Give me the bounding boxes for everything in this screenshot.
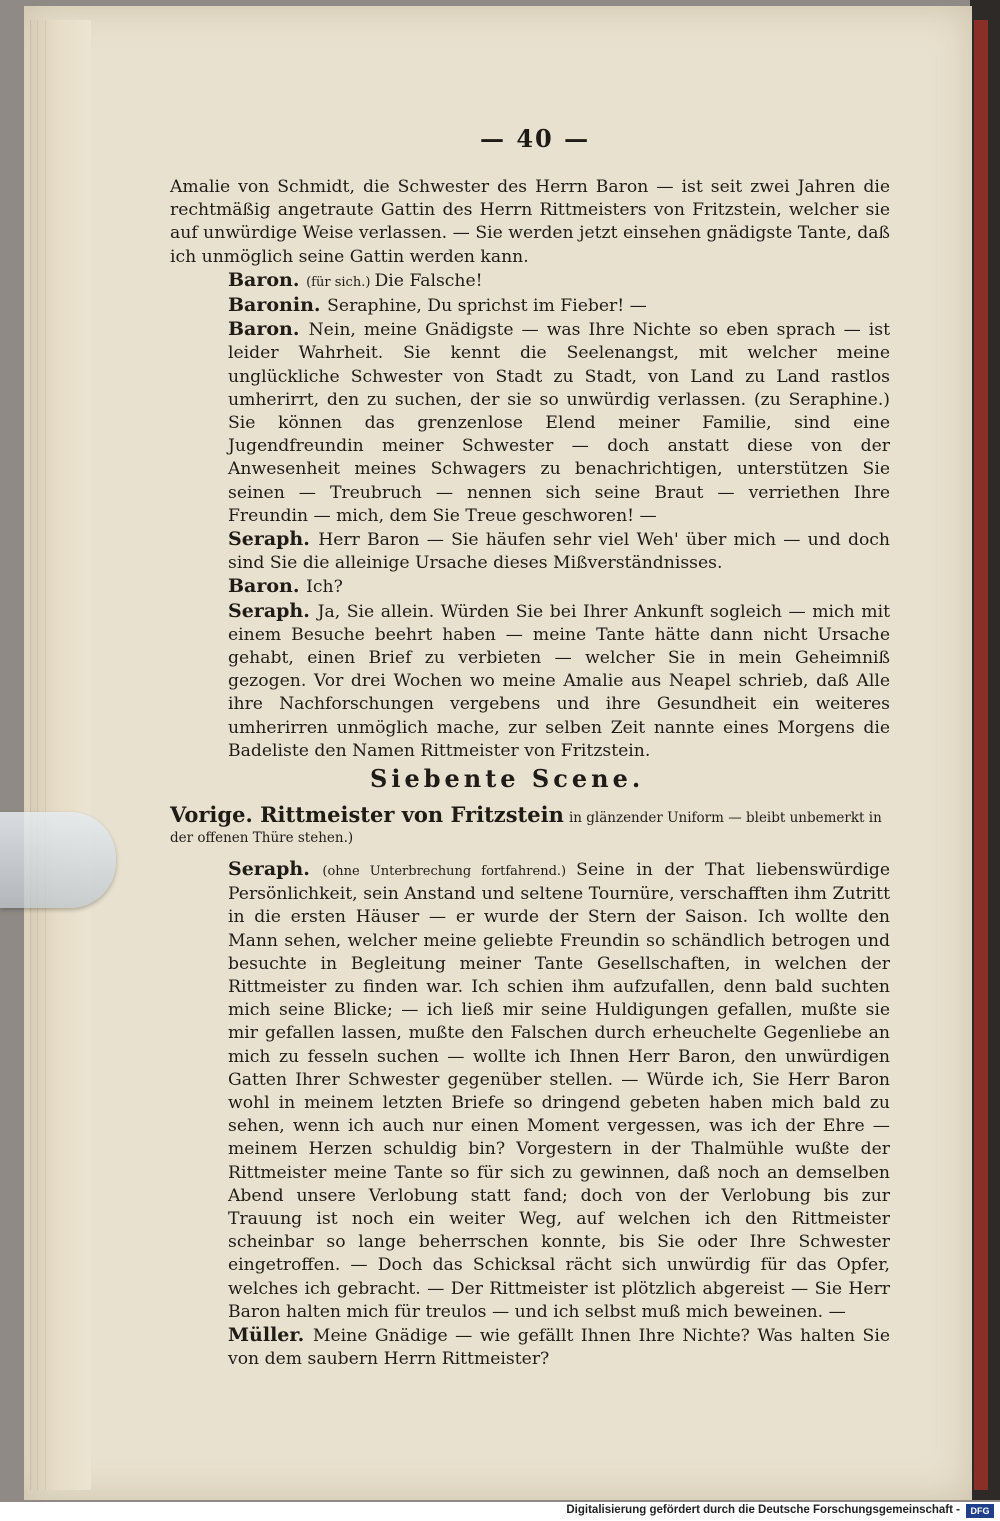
book-cover-edge [970, 0, 1000, 1500]
dialogue-text: Ja, Sie allein. Würden Sie bei Ihrer Ankunft sogleich — mich mit einem Besuche beehrt haben — meine Tante hätte dann nicht Ursache gehabt, einen Brief zu verbieten — welcher Sie in mein Geheimniß gezogen. Vor drei Wochen wo meine Amalie aus Neapel schrieb, daß Alle ihre Nachforschungen vergebens und ihre Gesundheit ein weiteres umherirren unmöglich mache, zur selben Zeit nannte eines Morgens die Badeliste den Namen Rittmeister von Fritzstein. [228, 601, 890, 761]
page-number: — 40 — [480, 124, 591, 153]
dialogue-text: Die Falsche! [374, 270, 483, 291]
dialogue-text: Herr Baron — Sie häufen sehr viel Weh' über mich — und doch sind Sie die alleinige Ursache dieses Mißverständnisses. [228, 530, 890, 574]
dialogue-paragraph [170, 1324, 890, 1371]
speaker-name: Baron. [228, 575, 307, 598]
speaker-name: Baronin. [228, 294, 328, 317]
dialogue-paragraph [170, 318, 890, 528]
cast-names: Vorige. Rittmeister von Fritzstein [170, 802, 564, 827]
dfg-logo: DFG [966, 1504, 994, 1518]
dialogue-text: Ich? [306, 577, 343, 598]
footer-bar [0, 1502, 1000, 1521]
dialogue-paragraph [170, 269, 890, 294]
dialogue-paragraph [170, 294, 890, 318]
speaker-name: Seraph. [228, 528, 319, 551]
dialogue-paragraph [170, 858, 890, 1324]
cast-stage-direction: in glänzender Uniform — bleibt unbemerkt in der offenen Thüre stehen.) [170, 810, 882, 846]
scene-title: Siebente Scene. [370, 764, 645, 793]
dialogue-text: Seraphine, Du sprichst im Fieber! — [327, 296, 647, 317]
speaker-name: Seraph. [228, 858, 323, 880]
speaker-name: Müller. [228, 1324, 313, 1347]
dialogue-paragraph [170, 528, 890, 575]
dialogue-text: Nein, meine Gnädigste — was Ihre Nichte so eben sprach — ist leider Wahrheit. Sie kennt die Seelenangst, mit welcher meine unglückliche Schwester von Stadt zu Stadt, von Land zu Land rastlos umherirrt, den zu suchen, der sie so unwürdig verlassen. (zu Seraphine.) Sie können das grenzenlose Elend meiner Familie, sind eine Jugendfreundin meiner Schwester — doch anstatt diese von der Anwesenheit meines Schwagers zu benachrichtigen, unterstützen Sie seinen — Treubruch — nennen sich seine Braut — verriethen Ihre Freundin — mich, dem Sie Treue geschworen! — [228, 320, 890, 526]
page-stack-edge [30, 20, 91, 1490]
speaker-name: Seraph. [228, 599, 318, 622]
dialogue-block-1 [170, 176, 890, 763]
dialogue-paragraph [170, 575, 890, 599]
dialogue-paragraph [170, 600, 890, 763]
speaker-name: Baron. [228, 318, 309, 341]
speaker-name: Baron. [228, 268, 307, 291]
funding-notice: Digitalisierung gefördert durch die Deutsche Forschungsgemeinschaft - [566, 1504, 960, 1516]
stage-direction: (ohne Unterbrechung fortfahrend.) [322, 864, 577, 879]
dialogue-text: Amalie von Schmidt, die Schwester des Herrn Baron — ist seit zwei Jahren die rechtmäßig angetraute Gattin des Herrn Rittmeisters von Fritzstein, welcher sie auf unwürdige Weise verlassen. — Sie werden jetzt einsehen gnädigste Tante, daß ich unmöglich seine Gattin werden kann. [170, 177, 890, 267]
dialogue-text: Meine Gnädige — wie gefällt Ihnen Ihre Nichte? Was halten Sie von dem saubern Herrn Rittmeister? [228, 1326, 890, 1370]
prose-paragraph [170, 176, 890, 269]
page-clip [0, 812, 116, 908]
cast-line [170, 802, 890, 846]
dialogue-block-2 [170, 858, 890, 1371]
book-binding [974, 20, 988, 1490]
dialogue-text: Seine in der That liebenswürdige Persönlichkeit, sein Anstand und seltene Tournüre, verschafften ihm Zutritt in die ersten Häuser — er wurde der Stern der Saison. Ich wollte den Mann sehen, welcher meine geliebte Freundin so schändlich betrogen und besuchte in Begleitung meiner Tante Gesellschaften, in welchen der Rittmeister zu finden war. Ich schien ihm aufzufallen, denn bald suchten mich seine Blicke; — ich ließ mir seine Huldigungen gefallen, mußte sie mir gefallen lassen, mußte den Falschen durch erheuchelte Gegenliebe an mich zu fesseln suchen — wollte ich Ihnen Herr Baron, den unwürdigen Gatten Ihrer Schwester gegenüber stellen. — Würde ich, Sie Herr Baron wohl in meinem letzten Briefe so dringend gebeten haben mich bald zu sehen, wenn ich auch nur einen Moment vergessen, was ich der Ehre — meinem Herzen schuldig bin? Vorgestern in der Thalmühle wußte der Rittmeister meine Tante so für sich zu gewinnen, daß noch an demselben Abend unsere Verlobung statt fand; doch von der Verlobung bis zur Trauung ist noch ein weiter Weg, auf welchen ich den Rittmeister scheinbar so lange beherrschen konnte, bis Sie oder Ihre Schwester eingetroffen. — Doch das Schicksal rächt sich unwürdig für das Opfer, welches ich gebracht. — Der Rittmeister ist plötzlich abgereist — Sie Herr Baron halten mich für treulos — und ich selbst muß mich beweinen. — [228, 860, 890, 1322]
stage-direction: (für sich.) [306, 274, 375, 290]
